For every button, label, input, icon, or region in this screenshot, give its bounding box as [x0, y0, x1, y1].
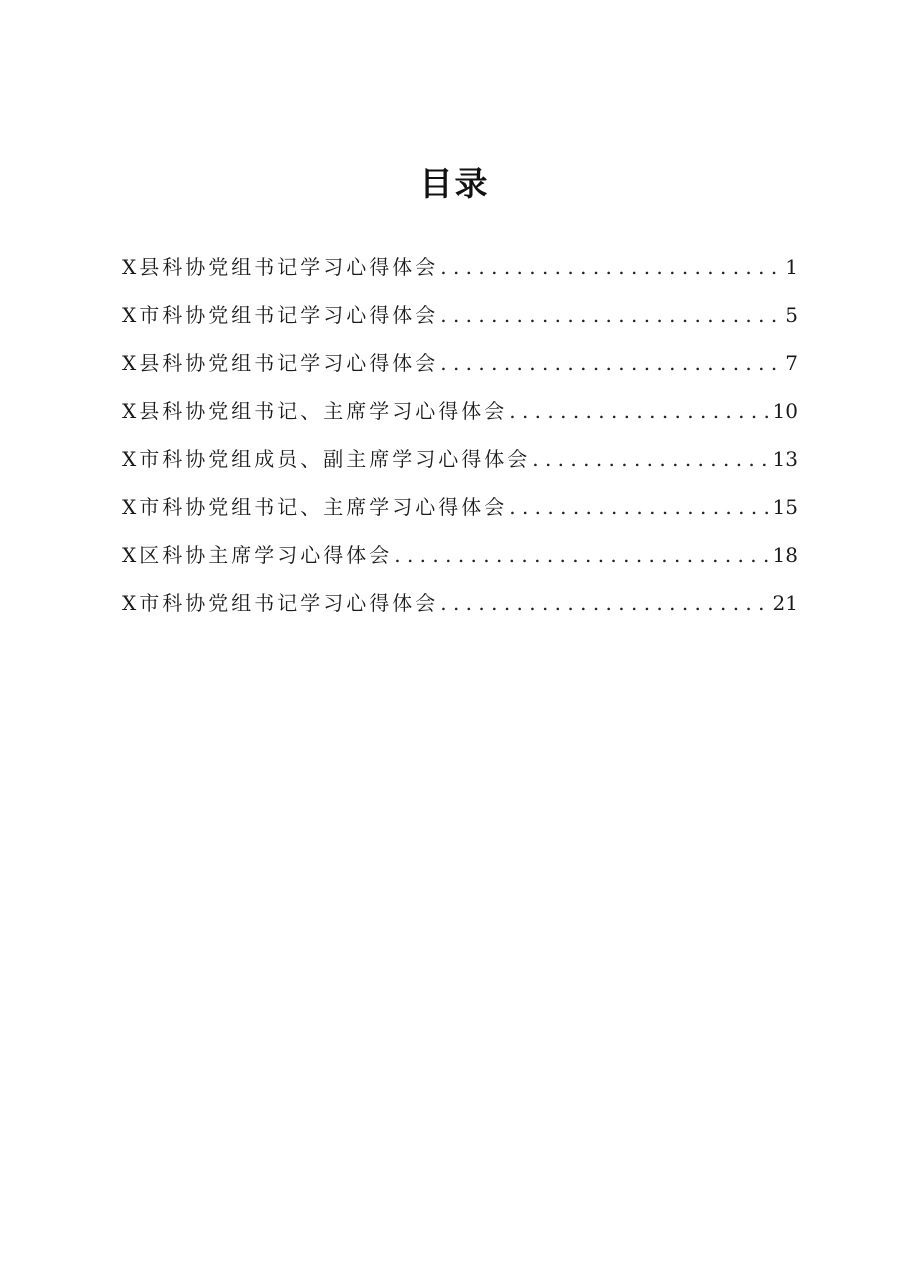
toc-entry[interactable] [122, 537, 798, 585]
toc-dot-leader [509, 393, 768, 429]
toc-entry[interactable] [122, 297, 798, 345]
toc-page-number: 18 [772, 543, 798, 567]
toc-entry-text: X市科协党组书记学习心得体会 [122, 303, 439, 327]
toc-dot-leader [440, 249, 781, 285]
toc-page-number: 7 [785, 351, 798, 375]
toc-dot-leader [394, 537, 768, 573]
toc-entry-text: X县科协党组书记、主席学习心得体会 [122, 399, 508, 423]
toc-entry-text: X市科协党组书记、主席学习心得体会 [122, 495, 508, 519]
toc-dot-leader [440, 345, 781, 381]
toc-entry-text: X县科协党组书记学习心得体会 [122, 351, 439, 375]
toc-list [122, 249, 798, 633]
toc-dot-leader [440, 297, 781, 333]
toc-page-number: 5 [785, 303, 798, 327]
toc-entry-text: X县科协党组书记学习心得体会 [122, 255, 439, 279]
toc-entry-text: X市科协党组成员、副主席学习心得体会 [122, 447, 531, 471]
toc-entry[interactable] [122, 393, 798, 441]
toc-page-number: 21 [772, 591, 798, 615]
toc-page-number: 1 [785, 255, 798, 279]
toc-dot-leader [440, 585, 768, 621]
toc-entry[interactable] [122, 441, 798, 489]
toc-title: 目录 [419, 164, 490, 203]
toc-dot-leader [532, 441, 768, 477]
toc-page-number: 10 [772, 399, 798, 423]
toc-entry[interactable] [122, 345, 798, 393]
toc-entry[interactable] [122, 585, 798, 633]
toc-page-number: 15 [772, 495, 798, 519]
toc-page-number: 13 [772, 447, 798, 471]
toc-entry[interactable] [122, 489, 798, 537]
toc-entry-text: X区科协主席学习心得体会 [122, 543, 393, 567]
toc-entry[interactable] [122, 249, 798, 297]
toc-entry-text: X市科协党组书记学习心得体会 [122, 591, 439, 615]
toc-dot-leader [509, 489, 768, 525]
